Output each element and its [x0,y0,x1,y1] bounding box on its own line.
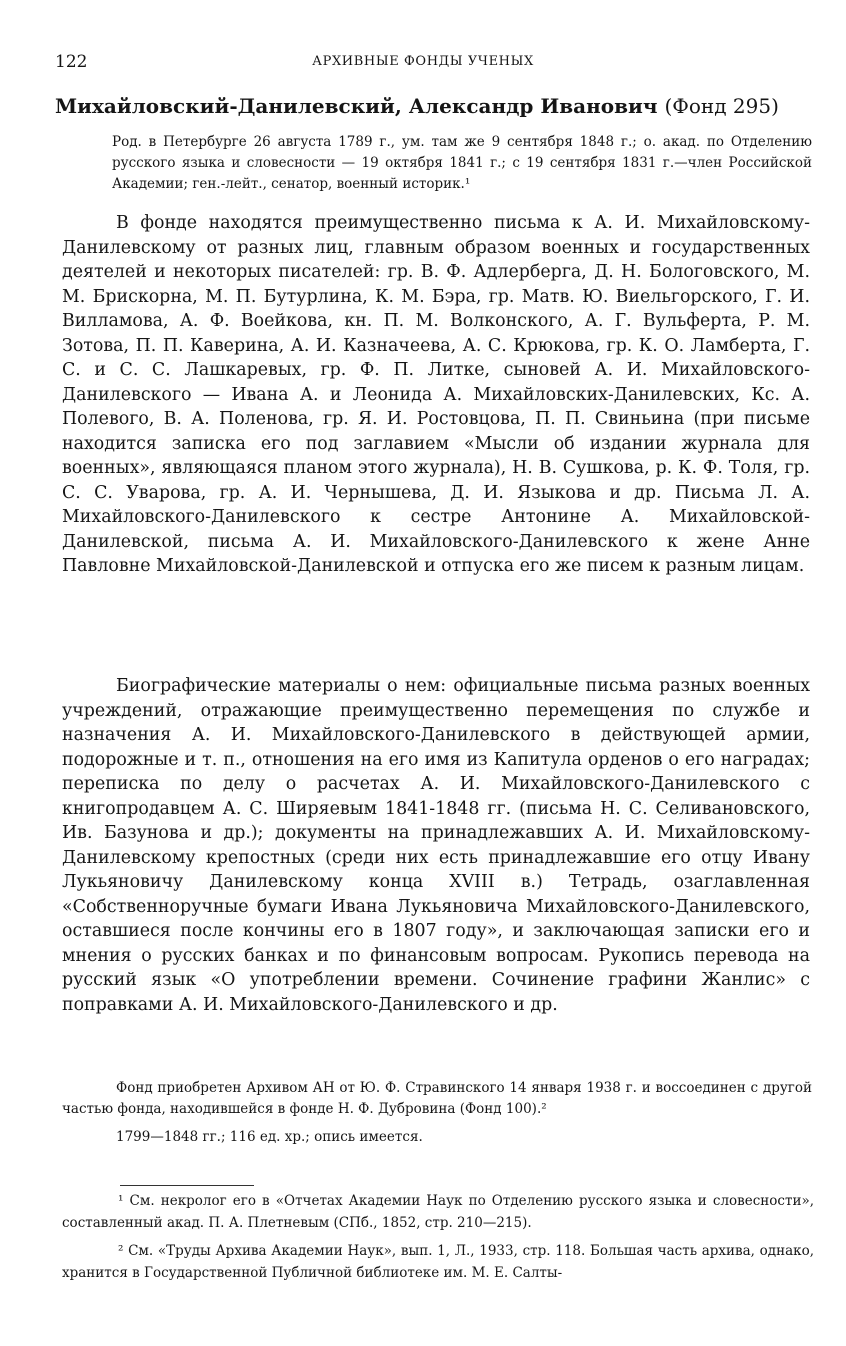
running-title: АРХИВНЫЕ ФОНДЫ УЧЕНЫХ [312,54,534,69]
footnote-divider [120,1185,254,1186]
entry-fond-number: (Фонд 295) [664,94,779,118]
entry-heading [55,93,815,119]
entry-name: Михайловский-Данилевский, Александр Иванович [55,94,658,118]
biographical-note: Род. в Петербурге 26 августа 1789 г., ум. там же 9 сентября 1848 г.; о. акад. по Отделению русского языка и словесности — 19 октября 1841 г.; с 19 сентября 1831 г.—член Российской Академии; ген.-лейт., сенатор, военный историк.¹ [112,134,812,192]
acquisition-note: Фонд приобретен Архивом АН от Ю. Ф. Стравинского 14 января 1938 г. и воссоединен с другой частью фонда, находившейся в фонде Н. Ф. Дубровина (Фонд 100).² [62,1080,812,1117]
footnote-2: ² См. «Труды Архива Академии Наук», вып. 1, Л., 1933, стр. 118. Большая часть архива, однако, хранится в Государственной Публичной библиотеке им. М. Е. Салты- [62,1243,814,1281]
extent-note: 1799—1848 гг.; 116 ед. хр.; опись имеется. [116,1129,423,1145]
body-paragraph-biographical-materials: Биографические материалы о нем: официальные письма разных военных учреждений, отражающие преимущественно перемещения по службе и назначения А. И. Михайловского-Данилевского в действующей армии, подорожные и т. п., отношения на его имя из Капитула орденов о его наградах; переписка по делу о расчетах А. И. Михайловского-Данилевского с книгопродавцем А. С. Ширяевым 1841-1848 гг. (письма Н. С. Селивановского, Ив. Базунова и др.); документы на принадлежавших А. И. Михайловскому-Данилевскому крепостных (среди них есть принадлежавшие его отцу Ивану Лукьяновичу Данилевскому конца XVIII в.) Тетрадь, озаглавленная «Собственноручные бумаги Ивана Лукьяновича Михайловского-Данилевского, оставшиеся после кончины его в 1807 году», и заключающая записки его и мнения о русских банках и по финансовым вопросам. Рукопись перевода на русский язык «О употреблении времени. Сочинение графини Жанлис» с поправками А. И. Михайловского-Данилевского и др. [62,676,810,1015]
footnote-1: ¹ См. некролог его в «Отчетах Академии Наук по Отделению русского языка и словесности», составленный акад. П. А. Плетневым (СПб., 1852, стр. 210—215). [62,1193,814,1231]
page-number: 122 [55,52,88,72]
body-paragraph-letters: В фонде находятся преимущественно письма к А. И. Михайловскому-Данилевскому от разных лиц, главным образом военных и государственных деятелей и некоторых писателей: гр. В. Ф. Адлерберга, Д. Н. Бологовского, М. М. Брискорна, М. П. Бутурлина, К. М. Бэра, гр. Матв. Ю. Виельгорского, Г. И. Вилламова, А. Ф. Воейкова, кн. П. М. Волконского, А. Г. Вульферта, Р. М. Зотова, П. П. Каверина, А. И. Казначеева, А. С. Крюкова, гр. К. О. Ламберта, Г. С. и С. С. Лашкаревых, гр. Ф. П. Литке, сыновей А. И. Михайловского-Данилевского — Ивана А. и Леонида А. Михайловских-Данилевских, Кс. А. Полевого, В. А. Поленова, гр. Я. И. Ростовцова, П. П. Свиньина (при письме находится записка его под заглавием «Мысли об издании журнала для военных», являющаяся планом этого журнала), Н. В. Сушкова, р. К. Ф. Толя, гр. С. С. Уварова, гр. А. И. Чернышева, Д. И. Языкова и др. Письма Л. А. Михайловского-Данилевского к сестре Антонине А. Михайловской-Данилевской, письма А. И. Михайловского-Данилевского к жене Анне Павловне Михайловской-Данилевской и отпуска его же писем к разным лицам. [62,213,810,576]
